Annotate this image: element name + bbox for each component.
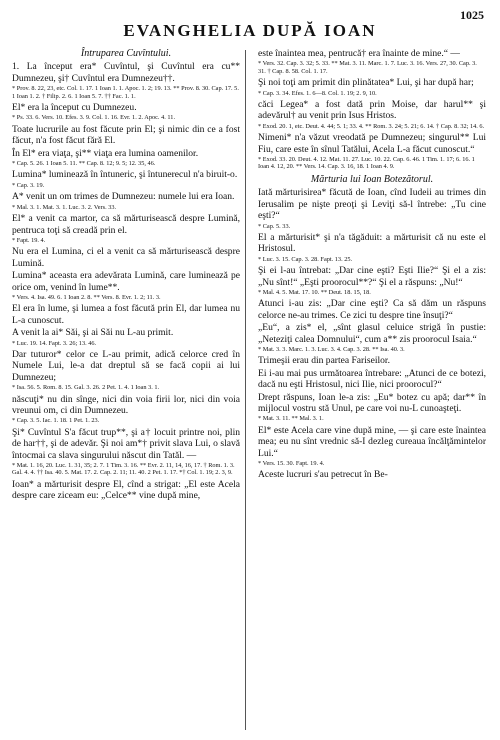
verse	[12, 303, 240, 326]
verse-text: Ei i-au mai pus următoarea întrebare: „Atunci de ce botezi, dacă nu eşti Hristosul, nici Ilie, nici proorocul?“	[258, 367, 486, 391]
verse-text: Şi ei l-au întrebat: „Dar cine eşti? Eşti Ilie?“ Şi el a zis: „Nu sînt!“ „Eşti proorocul**?“ Şi el a răspuns: „Nu!“	[258, 265, 486, 288]
verse-text: „Eu“, a zis* el, „sînt glasul celuice strigă în pustie: „Neteziţi calea Domnului“, cum a** zis proorocul Isaia.“	[258, 322, 486, 345]
cross-references: * Cap. 3. 5. Iac. 1. 18. 1 Pet. 1. 23.	[12, 417, 100, 425]
section-title: Întruparea Cuvîntului.	[80, 48, 172, 59]
verse	[12, 61, 240, 84]
column-divider	[245, 50, 246, 730]
verse-text: Dar tuturor* celor ce L-au primit, adică celorce cred în Numele Lui, le-a dat dreptul să se facă copii ai lui Dumnezeu;	[12, 348, 240, 383]
verse	[258, 132, 486, 155]
verse	[258, 48, 486, 59]
verse	[258, 265, 486, 288]
verse	[12, 148, 240, 159]
cross-references: * Mat. 1. 16, 20. Luc. 1. 31, 35; 2. 7. 1 Tim. 3. 16. ** Evr. 2. 11, 14, 16, 17. † Rom. 1. 3. Gal. 4. 4. †† Isa. 40. 5. Mat. 17. 2. Cap. 2. 11; 11. 40. 2 Pet. 1. 17. *† Col. 1. 19; 2. 3, 9.	[12, 462, 235, 477]
verse-text: Lumina* luminează în întuneric, şi întunerecul n'a biruit-o.	[12, 169, 238, 181]
verse-text: este înaintea mea, pentrucă† era înainte de mine.“ —	[258, 48, 460, 59]
verse	[12, 427, 240, 461]
verse-text: Şi noi toţi am primit din plinătatea* Lui, şi har după har;	[258, 77, 474, 89]
cross-references: * Fapt. 19. 4.	[12, 236, 46, 244]
verse	[12, 124, 240, 147]
verse-text: Ioan* a mărturisit despre El, cînd a strigat: „El este Acela despre care ziceam eu: „Celce** vine după mine,	[12, 478, 240, 502]
verse-text: El* era la început cu Dumnezeu.	[12, 102, 137, 114]
cross-references: * Mal. 3. 1. Mat. 3. 1. Luc. 3. 2. Vers. 33.	[12, 203, 117, 211]
verse-text: Trimeşii erau din partea Fariseilor.	[258, 355, 390, 367]
verse-text: În El* era viaţa, şi** viaţa era lumina oamenilor.	[12, 147, 199, 159]
verse	[258, 232, 486, 255]
cross-references: * Exod. 20. 1, etc. Deut. 4. 44; 5. 1; 33. 4. ** Rom. 3. 24; 5. 21; 6. 14. † Cap. 8. 32; 14. 6.	[258, 122, 485, 130]
verse	[12, 169, 240, 180]
cross-references: * Exod. 33. 20. Deut. 4. 12. Mat. 11. 27. Luc. 10. 22. Cap. 6. 46. 1 Tim. 1. 17; 6. 16. 1 Ioan 4. 12, 20. ** Vers. 14. Cap. 3. 16, 18. 1 Ioan 4. 9.	[258, 156, 475, 171]
verse	[12, 270, 240, 293]
page-number: 1025	[460, 8, 484, 22]
left-column	[12, 48, 240, 503]
cross-references: * Cap. 5. 33.	[258, 222, 291, 230]
cross-references: * Prov. 8. 22, 23, etc. Col. 1. 17. 1 Ioan 1. 1. Apoc. 1. 2; 19. 13. ** Prov. 8. 30. Cap. 17. 5. 1 Ioan 1. 2. † Filip. 2. 6. 1 Ioan 5. 7. †† Fac. 1. 1.	[12, 85, 239, 100]
verse	[258, 392, 486, 415]
book-title: EVANGHELIA DUPĂ IOAN	[123, 21, 377, 40]
verse	[12, 394, 240, 417]
verse-text: Toate lucrurile au fost făcute prin El; şi nimic din ce a fost făcut, n'a fost făcut fără El.	[12, 123, 240, 147]
verse-text: A* venit un om trimes de Dumnezeu: numele lui era Ioan.	[12, 191, 235, 203]
cross-references: * Mat. 3. 3. Marc. 1. 3. Luc. 3. 4. Cap. 3. 28. ** Isa. 40. 3.	[258, 345, 405, 353]
verse	[12, 327, 240, 338]
verse	[258, 298, 486, 321]
verse-text: Lumina* aceasta era adevărata Lumină, care luminează pe orice om, venind în lume**.	[12, 270, 240, 293]
cross-references: * Vers. 4. Isa. 49. 6. 1 Ioan 2. 8. ** Vers. 8. Evr. 1. 2; 11. 3.	[12, 293, 161, 301]
verse-text: Iată mărturisirea* făcută de Ioan, cînd Iudeii au trimes din Ierusalim pe nişte preoţi şi Leviţi să-l întrebe: „Tu cine eşti?“	[258, 187, 486, 222]
verse-text: El era în lume, şi lumea a fost făcută prin El, dar lumea nu L-a cunoscut.	[12, 303, 240, 326]
verse-text: Drept răspuns, Ioan le-a zis: „Eu* botez cu apă; dar** în mijlocul vostru stă Unul, pe care voi nu-L cunoaşteţi.	[258, 391, 486, 414]
verse	[12, 102, 240, 113]
verse-text: El* este Acela care vine după mine, — şi care este înaintea mea; eu nu sînt vrednic să-I dezleg cureaua încălţămintelor Lui.“	[258, 424, 486, 459]
cross-references: * Vers. 15. 30. Fapt. 19. 4.	[258, 460, 325, 468]
verse	[12, 191, 240, 202]
cross-references: * Mal. 4. 5. Mat. 17. 10. ** Deut. 18. 15, 18.	[258, 288, 371, 296]
verse-text: Nimeni* n'a văzut vreodată pe Dumnezeu; singurul** Lui Fiu, care este în sînul Tatălui, Acela L-a făcut cunoscut.“	[258, 132, 486, 155]
verse-list	[258, 187, 486, 481]
verse	[258, 425, 486, 459]
verse-text: Aceste lucruri s'au petrecut în Be-	[258, 469, 388, 481]
verse	[12, 246, 240, 269]
cross-references: * Ps. 33. 6. Vers. 10. Efes. 3. 9. Col. 1. 16. Evr. 1. 2. Apoc. 4. 11.	[12, 114, 176, 122]
verse-text: El* a venit ca martor, ca să mărturisească despre Lumină, pentruca toţi să creadă prin el.	[12, 213, 240, 236]
verse-text: El a mărturisit* şi n'a tăgăduit: a mărturisit că nu este el Hristosul.	[258, 231, 486, 255]
verse	[258, 187, 486, 221]
section-title: Mărturia lui Ioan Botezătorul.	[310, 173, 434, 185]
verse	[12, 213, 240, 236]
verse-text: Atunci i-au zis: „Dar cine eşti? Ca să dăm un răspuns celorce ne-au trimes. Ce zici tu despre tine însuţi?“	[258, 298, 486, 321]
verse	[258, 469, 486, 480]
verse-text: Şi* Cuvîntul S'a făcut trup**, şi a† locuit printre noi, plin de har††, şi de adevăr. Şi noi am*† privit slava Lui, o slavă întocmai ca slava singurului născut din Tatăl. —	[12, 426, 240, 461]
verse-list	[12, 61, 240, 501]
verse	[258, 77, 486, 88]
verse-text: născuţi* nu din sînge, nici din voia firii lor, nici din voia vreunui om, ci din Dumnezeu.	[12, 393, 240, 416]
cross-references: * Vers. 32. Cap. 3. 32; 5. 33. ** Mat. 3. 11. Marc. 1. 7. Luc. 3. 16. Vers. 27, 30. Cap. 3. 31. † Cap. 8. 58. Col. 1. 17.	[258, 60, 477, 75]
verse	[258, 322, 486, 345]
verse-text: căci Legea* a fost dată prin Moise, dar harul** şi adevărul† au venit prin Isus Hristos.	[258, 99, 486, 122]
cross-references: * Isa. 56. 5. Rom. 8. 15. Gal. 3. 26. 2 Pet. 1. 4. 1 Ioan 3. 1.	[12, 384, 160, 392]
verse-text: Nu era el Lumina, ci el a venit ca să mărturisească despre Lumină.	[12, 246, 240, 269]
cross-references: * Luc. 19. 14. Fapt. 3. 26; 13. 46.	[12, 339, 97, 347]
cross-references: * Cap. 3. 34. Efes. 1. 6—8. Col. 1. 19; 2. 9, 10.	[258, 89, 377, 97]
verse	[12, 349, 240, 383]
cross-references: * Luc. 3. 15. Cap. 3. 28. Fapt. 13. 25.	[258, 255, 353, 263]
cross-references: * Cap. 5. 26. 1 Ioan 5. 11. ** Cap. 8. 12; 9. 5; 12. 35, 46.	[12, 160, 156, 168]
verse-list	[258, 48, 486, 171]
cross-references: * Mat. 3. 11. ** Mal. 3. 1.	[258, 415, 324, 423]
verse	[258, 355, 486, 366]
cross-references: * Cap. 3. 19.	[12, 181, 45, 189]
verse-text: 1. La început era* Cuvîntul, şi Cuvîntul era cu** Dumnezeu, şi† Cuvîntul era Dumnezeu††.	[12, 61, 240, 84]
verse	[12, 479, 240, 502]
verse-text: A venit la ai* Săi, şi ai Săi nu L-au primit.	[12, 327, 174, 339]
verse	[258, 368, 486, 391]
right-column	[258, 48, 486, 482]
verse	[258, 99, 486, 122]
